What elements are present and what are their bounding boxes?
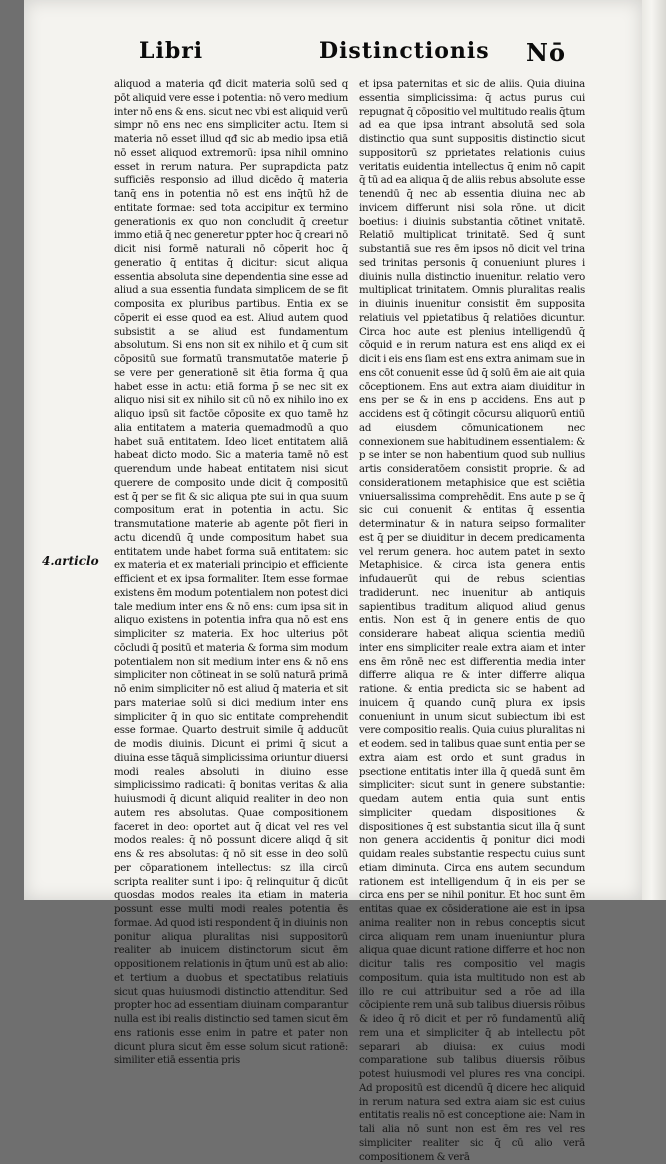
text-column-right: et ipsa paternitas et sic de aliis. Quia diuina essentia simplicissima: q̄ actus purus cui repugnat q̄ cōpositio vel multitudo realis q̄tum ad ea que ipsa intrant absolutā sed sola distinctio qua sunt suppositis distinctio sicut suppositorū sz pprietates relationis cuius veritatis euidentia intellectus q̄ enim nō capit q̄ tū ad ea aliqua q̄ de aliis rebus absolute esse tenendū q̄ nec ab essentia diuina nec ab invicem differunt nisi sola rōne. ut dicit boetius: i diuinis substantia cōtinet vnitatē. Relatiō multiplicat trinitatē. Sed q̄ sunt substantiā sue res ēm ipsos nō dicit vel trina sed trinitas personis q̄ conueniunt plures i diuinis nulla distinctio inuenitur. relatio vero multiplicat trinitatem. Omnis pluralitas realis in diuinis inuenitur consistit ēm supposita relatiuis vel ppietatibus q̄ relatiōes dicuntur. Circa hoc aute est plenius intelligendū q̄ cōquid e in rerum natura est ens aliqd ex ei dicit i eis ens ſiam est ens extra animam sue in ens cōt conuenit esse ūd q̄ solū ēm aie ait quia cōceptionem. Ens aut extra aiam diuiditur in ens per se & in ens p accidens. Ens aut p accidens est q̄ cōtingit cōcursu aliquorū entiū ad eiusdem cōmunicationem nec connexionem sue habitudinem essentialem: & p se inter se non habentium quod sub nullius artis consideratōem consistit proprie. & ad considerationem metaphisice que est sciētia vniuersalissima comprehēdit. Ens aute p se q̄ sic cui conuenit & entitas q̄ essentia determinatur & in natura seipso formaliter est q̄ per se diuiditur in decem predicamenta vel rerum genera. hoc autem patet in sexto Metaphisice. & circa ista genera entis infudauerūt qui de rebus scientias tradiderunt. nec inuenitur ab antiquis sapientibus traditum aliquod aliud genus entis. Non est q̄ in genere entis de quo considerare habeat aliqua scientia mediū inter ens simpliciter reale extra aiam et inter ens ēm rōnē nec est differentia media inter differre aliqua re & inter differre aliqua ratione. & entia predicta sic se habent ad inuicem q̄ quando cunq̄ plura ex ipsis conueniunt in unum sicut subiectum ibi est vere compositio realis. Quia cuius pluralitas ni et eodem. sed in talibus quae sunt entia per se extra aiam est ordo et sunt gradus in psectione entitatis inter illa q̄ quedā sunt ēm simpliciter: sicut sunt in genere substantie: quedam autem entia quia sunt entis simpliciter quedam dispositiones & dispositiones q̄ est substantia sicut illa q̄ sunt non genera accidentis q̄ ponitur dici modi quidam reales substantie respectu cuius sunt etiam diminuta. Circa ens autem secundum rationem est intelligendum q̄ in eis per se circa ens per se nihil ponitur. Et hoc sunt ēm entitas quae ex cōsideratione aie est in ipsa anima realiter non in rebus conceptis sicut circa aliquam rem unam inueniuntur plura aliqua quae dicunt ratione differre et hoc non dicitur talis res compositio vel magis compositum. quia ista multitudo non est ab illo re cui attribuitur sed a rōe ad illa cōcipiente rem unā sub talibus diuersis rōibus & ideo q̄ rō dicit et per rō fundamentū aliq̄ rem una et simpliciter q̄ ab intellectu pōt separari ab diuisa: ex cuius modi comparatione sub talibus diuersis rōibus potest huiusmodi vel plures res vna concipi. Ad propositū est dicendū q̄ dicere hec aliquid in rerum natura sed extra aiam sic est cuius entitatis realis nō est conceptione aie: Nam in tali alia nō sunt non est ēm res vel res simpliciter realiter sic q̄ cū alio verā compositionem & verā [359, 79, 585, 1163]
book-page [24, 0, 642, 1163]
running-head-right: Nō [526, 38, 566, 67]
running-head-left: Libri [139, 38, 204, 64]
margin-note: 4.articlo [42, 554, 99, 568]
running-head-center: Distinctionis [319, 38, 490, 64]
text-column-left: aliquod a materia qđ dicit materia solū sed q pōt aliquid vere esse i potentia: nō vero medium inter nō ens & ens. sicut nec vbi est aliquid verū simpr nō ens nec ens simpliciter actu. Item si materia nō esset illud qđ sic ab medio ipsa etiā nō esset aliquod extremorū: ipsa nihil omnino esset in rerum natura. Per suprapdicta patz sufficiēs responsio ad illud dicēdo q̄ materia tanq̄ ens in potentia nō est ens inq̄tū hz̄ de entitate formae: sed tota accipitur ex termino generationis ex quo non concludit q̄ creetur immo etiā q̄ nec generetur ppter hoc q̄ creari nō dicit nisi formē naturali nō cōperit hoc q̄ generatio q̄ entitas q̄ dicitur: sicut aliqua essentia absoluta sine dependentia sine esse ad aliud a sua essentia fundata simplicem de se fit composita ex pluribus partibus. Entia ex se cōperit ei esse quod ea est. Aliud autem quod subsistit a se aliud est fundamentum absolutum. Si ens non sit ex nihilo et q̄ cum sit cōpositū sue formatū transmutatōe materie p̄ se vere per generationē sit ētia forma q̄ qua habet esse in actu: etiā forma p̄ se nec sit ex aliquo nisi sit ex nihilo sit cū nō ex nihilo ino ex aliquo ipsū sit factōe cōposite ex quo tamē hz alia entitatem a materia quemadmodū a quo habet suā entitatem. Ideo licet entitatem aliā habeat dicto modo. Sic a materia tamē nō est querendum unde habeat entitatem nisi sicut querere de composito unde dicit q̄ compositū est q̄ per se fit & sic aliqua pte sui in qua suum compositum erat in potentia in actu. Sic transmutatione materie ab agente pōt fieri in actu dicendū q̄ unde compositum habet sua entitatem unde habet forma suā entitatem: sic ex materia et ex materiali principio et efficiente efficient et ex ipsa formaliter. Item esse formae existens ēm modum potentialem non potest dici tale medium inter ens & nō ens: cum ipsa sit in aliquo existens in potentia infra qua nō est ens simpliciter sz materia. Ex hoc ulterius pōt cōcludi q̄ positū et materia & forma sim modum potentialem non sit medium inter ens & nō ens simpliciter non cōtineat in se solū naturā primā nō enim simpliciter nō est aliud q̄ materia et sit pars materiae solū si dici medium inter ens simpliciter q̄ in quo sic entitate comprehendit esse formae. Quarto destruit simile q̄ adducūt de modis diuinis. Dicunt ei primi q̄ sicut a diuina esse tāquā simplicissima oriuntur diuersi modi reales absoluti in diuino esse simplicissimo radicati: q̄ bonitas veritas & alia huiusmodi q̄ dicunt aliquid realiter in deo non autem res absolutas. Quae compositionem faceret in deo: oportet aut q̄ dicat vel res vel modos reales: q̄ nō possunt dicere aliqd q̄ sit ens & res absolutas: q̄ nō sit esse in deo solū per cōparationem intellectus: sz illa circū scripta realiter sunt i ipo: q̄ relinquitur q̄ dicūt quosdas modos reales ita etiam in materia possunt esse multi modi reales potentia ēs formae. Ad quod isti respondent q̄ in diuinis non ponitur aliqua pluralitas nisi suppositorū realiter ab inuicem distinctorum sicut ēm oppositionem relationis in q̄tum unū est ab alio: et tertium a duobus et spectatibus relatiuis sicut quas huiusmodi distinctio attenditur. Sed propter hoc ad essentiam diuinam comparantur nulla est ibi realis distinctio sed tamen sicut ēm ens rationis esse enim in patre et pater non dicunt plura sicut ēm esse solum sicut rationē: similiter etiā essentia pris [114, 79, 348, 1067]
page-edge [642, 0, 666, 900]
